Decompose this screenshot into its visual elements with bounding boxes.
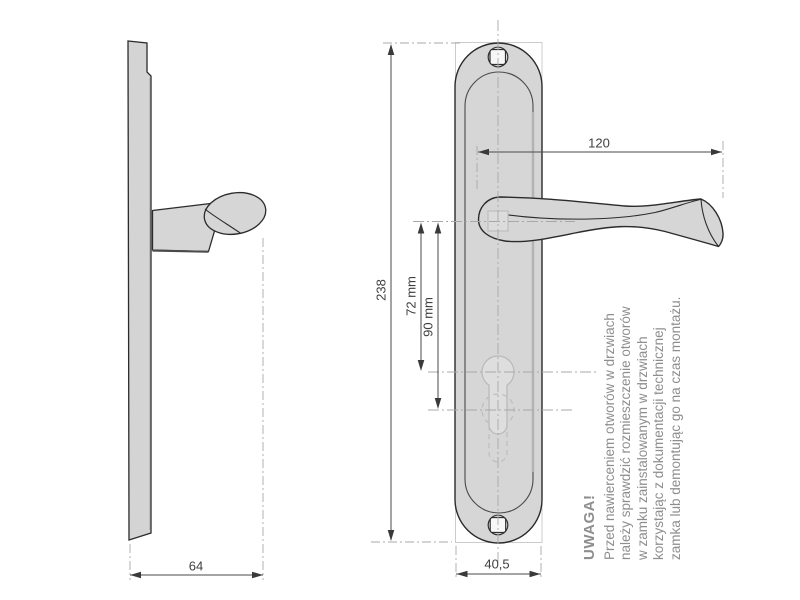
arrow-72-bottom <box>418 360 425 371</box>
arrow-64-right <box>252 572 263 579</box>
warning-line: korzystając z dokumentacji technicznej <box>651 327 666 560</box>
side-view <box>128 41 269 580</box>
side-handle-neck-bottom <box>153 251 209 252</box>
warning-note <box>582 250 684 560</box>
arrow-90-top <box>435 223 442 234</box>
dim-hole-spacing-90-label: 90 mm <box>420 297 436 337</box>
warning-line: zamka lub demontując go na czas montażu. <box>667 296 683 560</box>
dim-plate-width-label: 40,5 <box>484 556 510 572</box>
dim-plate-height-label: 238 <box>373 279 389 301</box>
dim-handle-length-label: 120 <box>588 135 610 151</box>
arrow-238-bottom <box>388 530 395 541</box>
dim-side-depth-label: 64 <box>188 558 204 574</box>
warning-heading: UWAGA! <box>581 494 598 560</box>
front-plate <box>455 43 542 543</box>
arrow-405-right <box>530 571 541 578</box>
dim-hole-spacing-72-label: 72 mm <box>403 276 419 316</box>
warning-line: należy sprawdzić rozmieszczenie otworów <box>618 306 633 560</box>
arrow-238-top <box>388 44 395 55</box>
arrow-64-left <box>130 572 141 579</box>
arrow-405-left <box>457 571 468 578</box>
warning-line: Przed nawierceniem otworów w drzwiach <box>601 313 617 560</box>
arrow-120-right <box>711 149 722 156</box>
side-plate <box>128 41 151 540</box>
arrow-90-bottom <box>435 398 442 409</box>
arrow-72-top <box>418 223 425 234</box>
warning-line: w zamku zainstalowanym w drzwiach <box>634 336 650 560</box>
